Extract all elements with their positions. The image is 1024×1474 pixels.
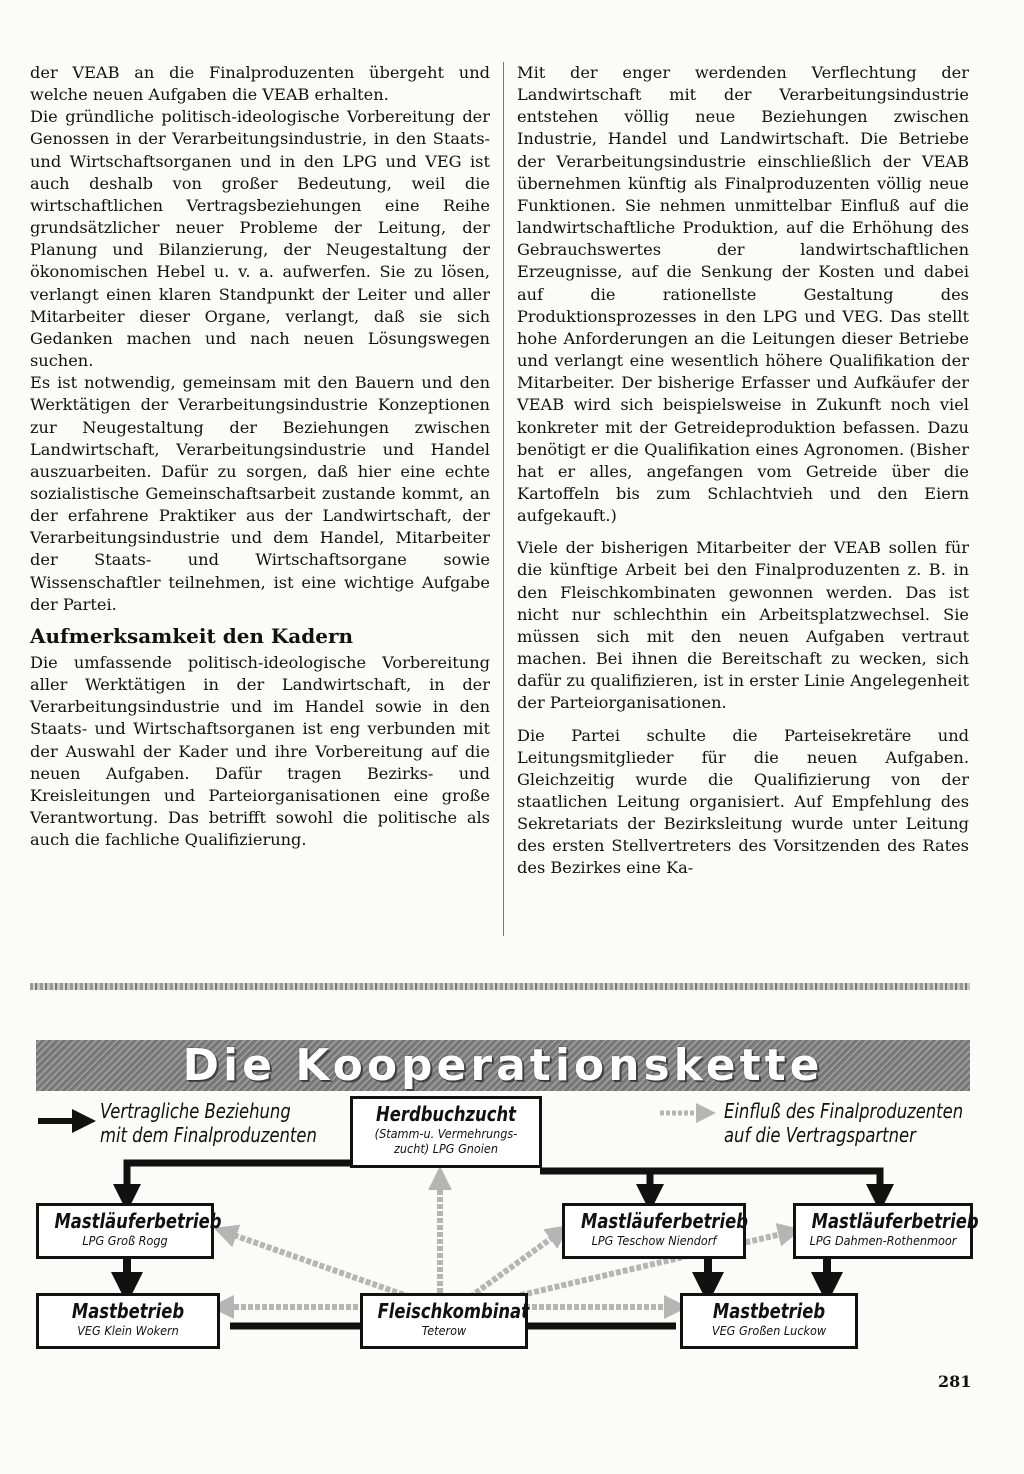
mastb2-subtitle: VEG Großen Luckow (711, 1323, 827, 1338)
mast2-title: Mastläuferbetrieb (581, 1209, 748, 1233)
herdbuch-subtitle-2: zucht) LPG Gnoien (393, 1141, 498, 1156)
herdbuch-subtitle-1: (Stamm-u. Vermehrungs- (374, 1126, 518, 1141)
influence-arrow-mast1 (225, 1232, 410, 1297)
right-paragraph-2: Viele der bisherigen Mitarbeiter der VEAB sollen für die künftige Arbeit bei den Finalproduzenten z. B. in den Fleischkombinaten gewonnen werden. Das ist nicht nur schlechthin ein Arbeitsplatzwechsel. Sie müssen sich mit den neuen Aufgaben vertraut machen. Bei ihnen die Bereitschaft zu wecken, sich dafür zu qualifizieren, ist in erster Linie Angelegenheit der Parteiorganisationen. (517, 538, 969, 713)
legend-contract (100, 1099, 364, 1147)
box-mastbetrieb-grossen-luckow (680, 1293, 858, 1349)
legend-contract-line2: mit dem Finalproduzenten (100, 1123, 317, 1147)
box-fleischkombinat (360, 1293, 528, 1349)
legend-contract-line1: Vertragliche Beziehung (100, 1099, 291, 1123)
right-paragraph-3: Die Partei schulte die Parteisekretäre und Leitungsmitglieder für die neuen Aufgaben. Gleichzeitig wurde die Qualifizierung von der staatlichen Leitung organisiert. Auf Empfehlung des Sekretariats der Bezirksleitung wurde unter Leitung des ersten Stellvertreters des Vorsitzenden des Rates des Bezirkes eine Ka- (517, 725, 969, 878)
mast3-title: Mastläuferbetrieb (811, 1209, 979, 1233)
section-heading: Aufmerksamkeit den Kadern (30, 623, 354, 648)
box-mastlaeufer-dahmen (793, 1203, 979, 1259)
mastb2-title: Mastbetrieb (712, 1299, 826, 1323)
box-mastlaeufer-gross-rogg (36, 1203, 222, 1259)
mast1-title: Mastläuferbetrieb (54, 1209, 222, 1233)
right-paragraph-1: Mit der enger werdenden Verflechtung der Landwirtschaft mit der Verarbeitungsindustrie entstehen völlig neue Beziehungen zwischen Industrie, Handel und Landwirtschaft. Die Betriebe der Verarbeitungsindustrie einschließlich der VEAB übernehmen künftig als Finalproduzenten völlig neue Funktionen. Sie nehmen unmittelbar Einfluß auf die landwirtschaftliche Produktion, auf die Erhöhung des Gebrauchswertes der landwirtschaftlichen Erzeugnisse, auf die Senkung der Kosten und dabei auf die rationellste Gestaltung des Produktionsprozesses in den LPG und VEG. Das stellt hohe Anforderungen an die Leitungen dieser Betriebe und verlangt eine wesentlich höhere Qualifikation der Mitarbeiter. Der bisherige Erfasser und Aufkäufer der VEAB wird sich beispielsweise in Zukunft noch viel konkreter mit der Getreideproduktion befassen. Dazu benötigt er die Qualifikation eines Agronomen. (Bisher hat er alles, angefangen vom Getreide über die Kartoffeln bis zum Schlachtvieh und den Eiern aufgekauft.) (517, 63, 969, 526)
mast1-subtitle: LPG Groß Rogg (82, 1233, 168, 1248)
contract-arrow-to-mast1 (127, 1163, 352, 1198)
mast3-subtitle: LPG Dahmen-Rothenmoor (809, 1233, 957, 1248)
box-mastlaeufer-teschow (562, 1203, 746, 1259)
left-paragraph-1: der VEAB an die Finalproduzenten übergeht und welche neuen Aufgaben die VEAB erhalten. (30, 63, 490, 105)
mastb1-subtitle: VEG Klein Wokern (77, 1323, 179, 1338)
left-paragraph-2: Die gründliche politisch-ideologische Vorbereitung der Genossen in der Verarbeitungsindustrie, in den Staats- und Wirtschaftsorganen und in den LPG und VEG ist auch deshalb von großer Bedeutung, weil die wirtschaftlichen Vertragsbeziehungen eine Reihe grundsätzlicher neuer Probleme der Leitung, der Planung und Bilanzierung, der Neugestaltung der ökonomischen Hebel u. v. a. aufwerfen. Sie zu lösen, verlangt einen klaren Standpunkt der Leiter und aller Mitarbeiter dieser Organe, verlangt, daß sie sich Gedanken machen und nach neuen Lösungswegen suchen. (30, 107, 490, 371)
mast2-subtitle: LPG Teschow Niendorf (591, 1233, 717, 1248)
legend-influence-line1: Einfluß des Finalproduzenten (724, 1099, 964, 1123)
fleisch-title: Fleischkombinat (377, 1299, 529, 1323)
legend-influence (724, 1099, 1016, 1147)
box-herdbuchzucht (350, 1096, 542, 1168)
mastb1-title: Mastbetrieb (71, 1299, 185, 1323)
influence-arrow-mast2 (470, 1232, 560, 1297)
diagram-title: Die Kooperationskette (182, 1040, 824, 1091)
left-paragraph-4: Die umfassende politisch-ideologische Vorbereitung aller Werktätigen in der Landwirtschaft, in der Verarbeitungsindustrie und im Handel sowie in den Staats- und Wirtschaftsorganen ist eng verbunden mit der Auswahl der Kader und ihre Vorbereitung auf die neuen Aufgaben. Dafür tragen Bezirks- und Kreisleitungen und Parteiorganisationen eine große Verantwortung. Das betrifft sowohl die politische als auch die fachliche Qualifizierung. (30, 652, 490, 850)
page-number: 281 (938, 1372, 972, 1391)
herdbuch-title: Herdbuchzucht (376, 1102, 516, 1126)
fleisch-subtitle: Teterow (421, 1323, 467, 1338)
box-mastbetrieb-klein-wokern (36, 1293, 220, 1349)
contract-arrow-to-mast3 (540, 1171, 880, 1198)
legend-influence-line2: auf die Vertragspartner (724, 1123, 916, 1147)
left-paragraph-3: Es ist notwendig, gemeinsam mit den Bauern und den Werktätigen der Verarbeitungsindustrie Konzeptionen zur Neugestaltung der Beziehungen zwischen Landwirtschaft, Verarbeitungsindustrie und Handel auszuarbeiten. Dafür zu sorgen, daß hier eine echte sozialistische Gemeinschaftsarbeit zustande kommt, an der erfahrene Praktiker aus der Landwirtschaft, der Verarbeitungsindustrie und dem Handel, Mitarbeiter der Staats- und Wirtschaftsorgane sowie Wissenschaftler teilnehmen, ist eine wichtige Aufgabe der Partei. (30, 373, 490, 614)
